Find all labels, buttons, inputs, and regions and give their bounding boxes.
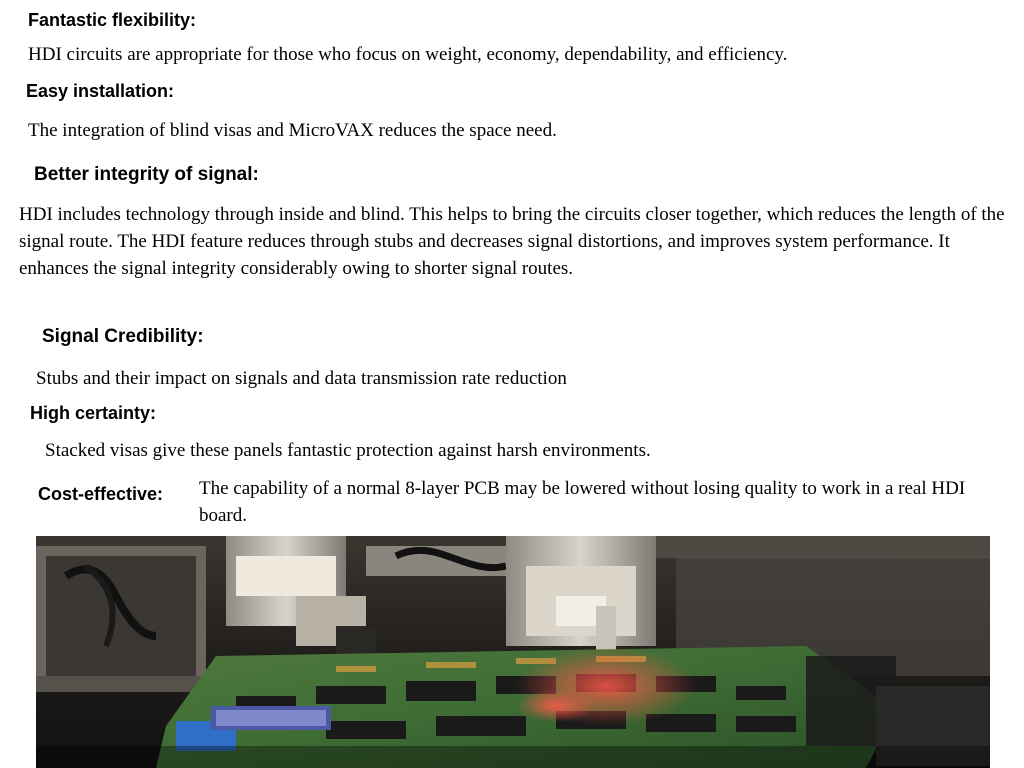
- pcb-machine-photo: [36, 536, 990, 768]
- heading-fantastic-flexibility: Fantastic flexibility:: [28, 10, 197, 30]
- heading-cost-effective: Cost-effective:: [38, 484, 164, 504]
- heading-signal-credibility: Signal Credibility:: [42, 326, 204, 347]
- paragraph-signal-integrity: HDI includes technology through inside and blind. This helps to bring the circuits closer together, which reduces the length of the signal route. The HDI feature reduces through stubs and decreases signal distortions, and improves system performance. It enhances the signal integrity considerably owing to shorter signal routes.: [19, 204, 1005, 279]
- paragraph-easy-installation: The integration of blind visas and MicroVAX reduces the space need.: [28, 120, 557, 141]
- heading-easy-installation: Easy installation:: [26, 81, 175, 101]
- pcb-machine-illustration: [36, 536, 990, 768]
- heading-signal-integrity: Better integrity of signal:: [34, 164, 259, 185]
- paragraph-high-certainty: Stacked visas give these panels fantastic protection against harsh environments.: [45, 440, 651, 461]
- paragraph-signal-credibility: Stubs and their impact on signals and data transmission rate reduction: [36, 368, 567, 389]
- paragraph-fantastic-flexibility: HDI circuits are appropriate for those who focus on weight, economy, dependability, and efficiency.: [28, 44, 788, 65]
- heading-high-certainty: High certainty:: [30, 403, 157, 423]
- paragraph-cost-effective: The capability of a normal 8-layer PCB may be lowered without losing quality to work in a real HDI board.: [199, 478, 966, 526]
